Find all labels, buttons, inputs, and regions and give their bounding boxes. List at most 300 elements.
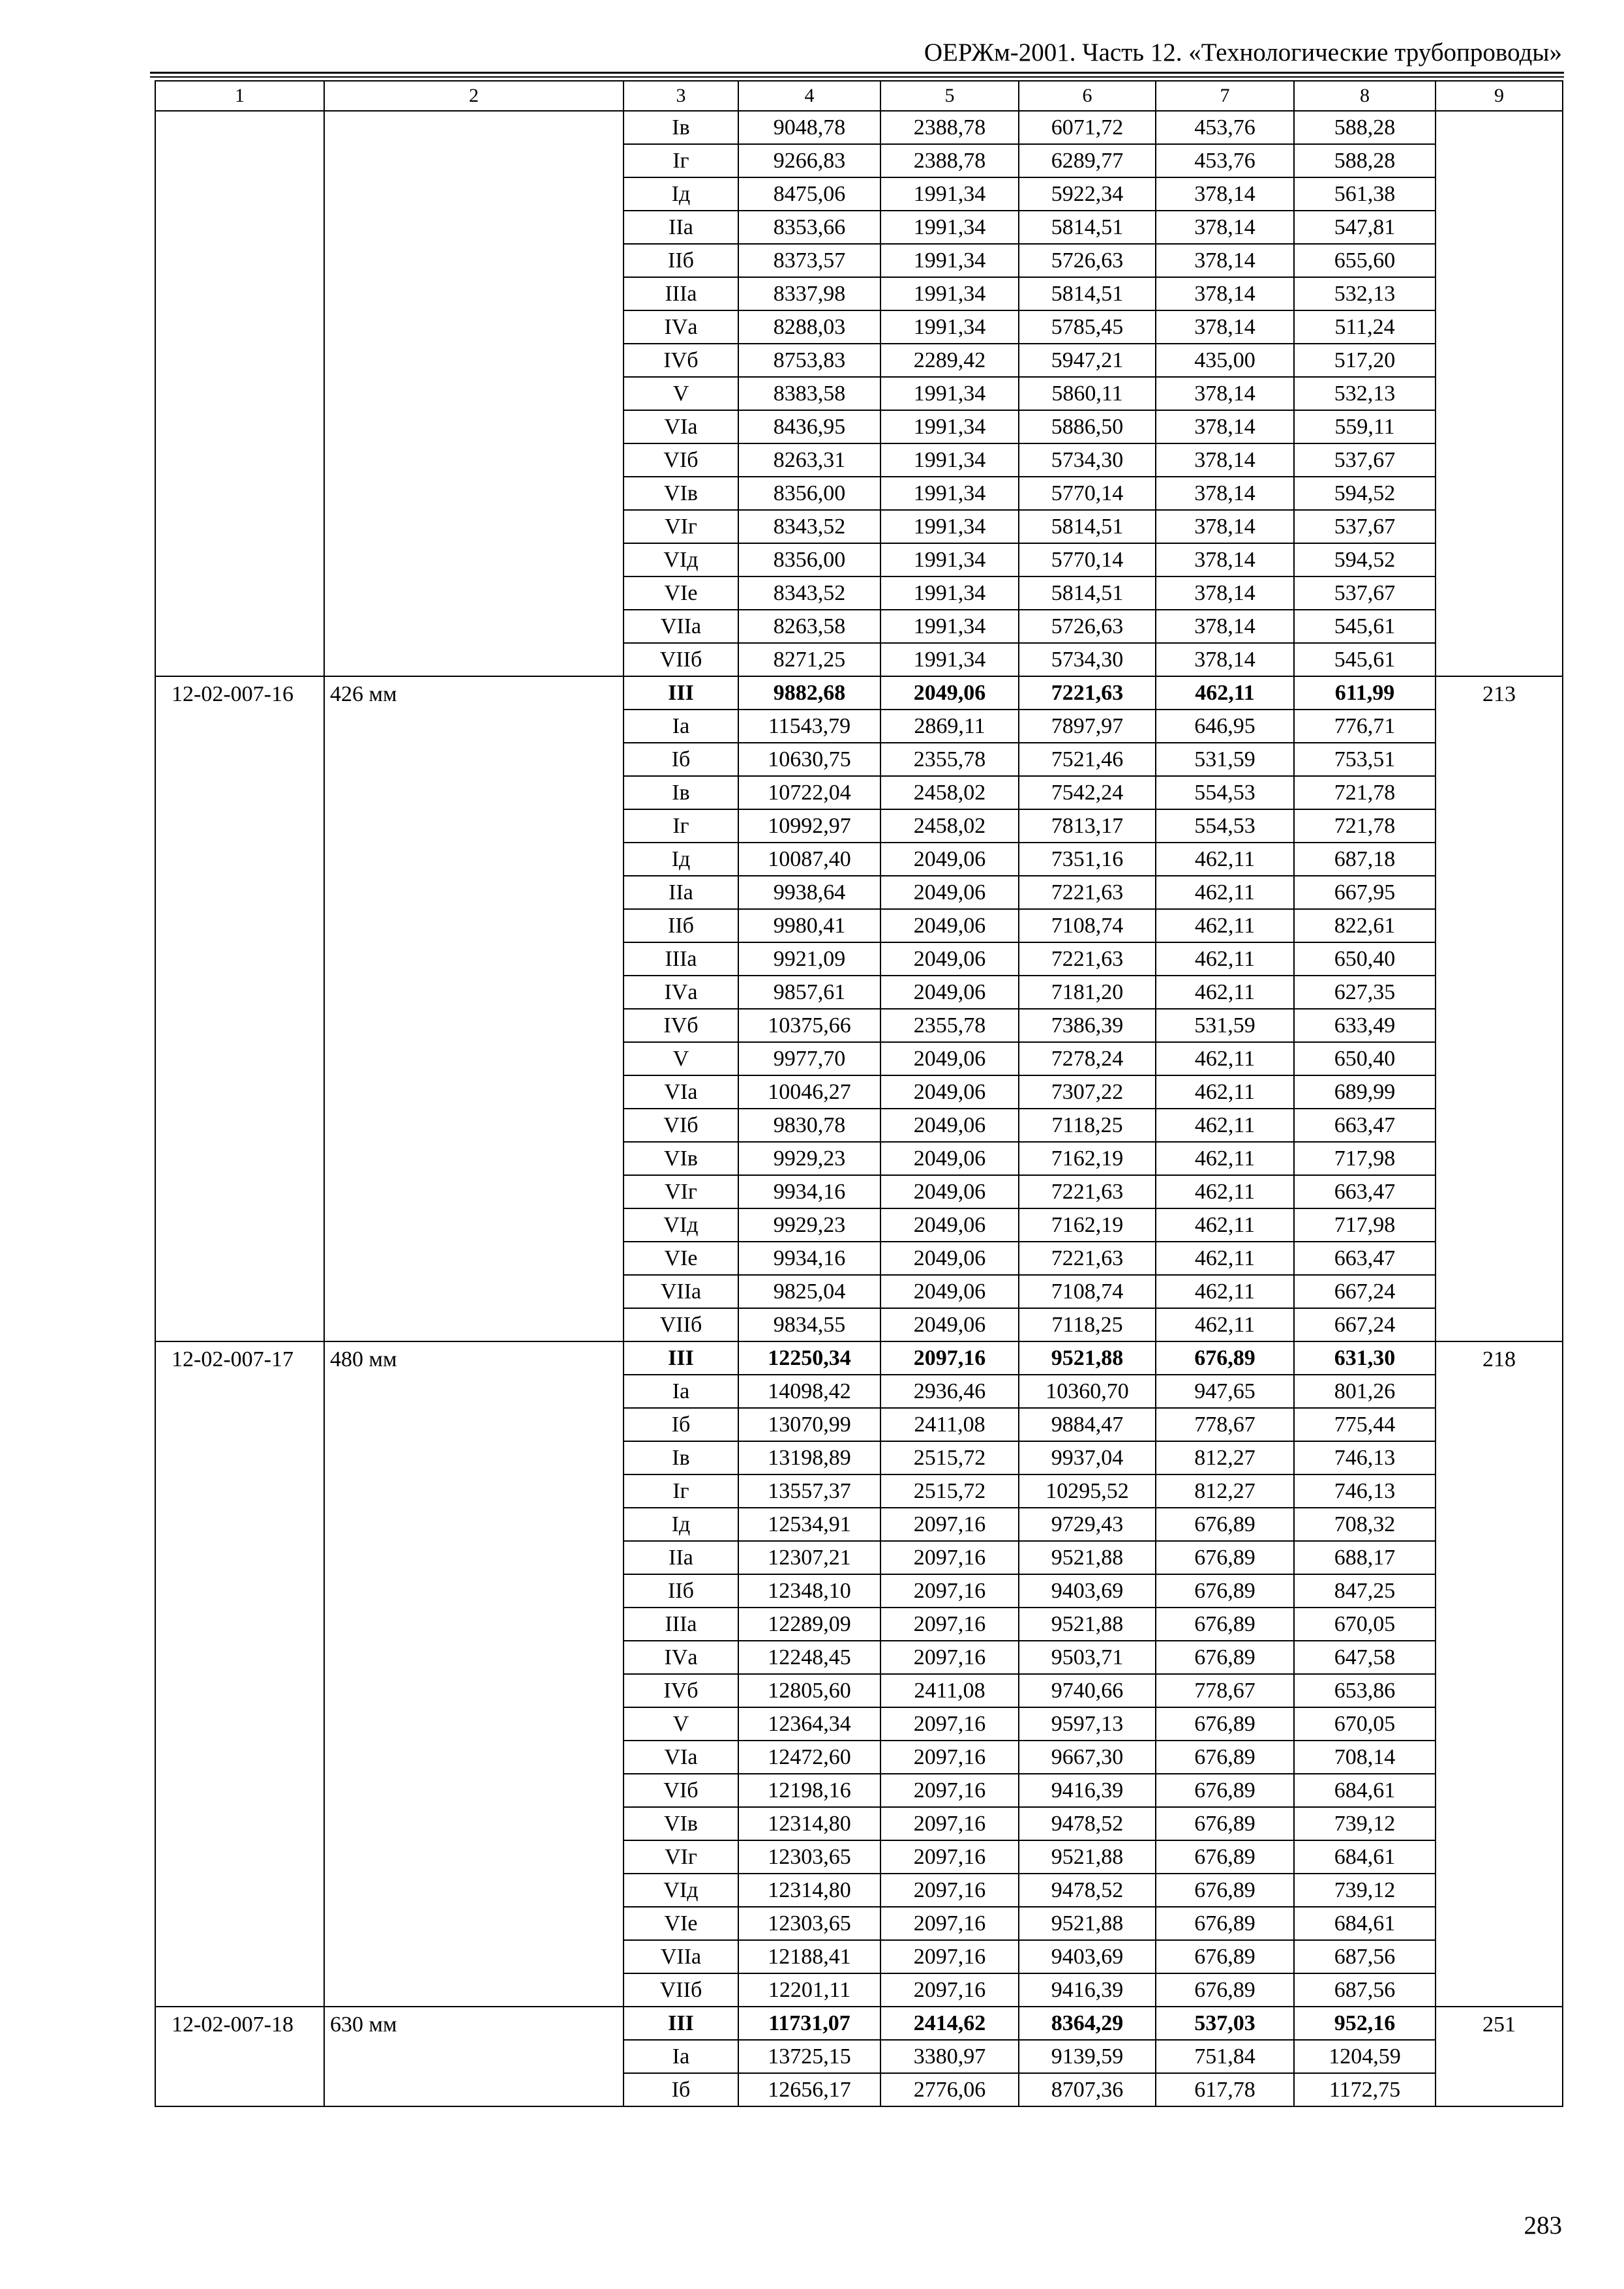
- category-cell: IIа: [624, 1541, 738, 1574]
- value-cell: 676,89: [1156, 1973, 1294, 2007]
- value-cell: 9934,16: [738, 1242, 880, 1275]
- value-cell: 378,14: [1156, 410, 1294, 443]
- value-cell: 13198,89: [738, 1441, 880, 1474]
- value-cell: 9521,88: [1019, 1907, 1156, 1940]
- value-cell: 9977,70: [738, 1042, 880, 1075]
- category-cell: Iг: [624, 809, 738, 843]
- value-cell: 5726,63: [1019, 244, 1156, 277]
- value-cell: 9882,68: [738, 676, 880, 710]
- value-cell: 462,11: [1156, 909, 1294, 942]
- value-cell: 8337,98: [738, 277, 880, 310]
- value-cell: 9521,88: [1019, 1541, 1156, 1574]
- category-cell: VIе: [624, 576, 738, 610]
- value-cell: 2097,16: [880, 1940, 1019, 1973]
- value-cell: 378,14: [1156, 543, 1294, 576]
- value-cell: 676,89: [1156, 1874, 1294, 1907]
- value-cell: 462,11: [1156, 843, 1294, 876]
- value-cell: 2289,42: [880, 344, 1019, 377]
- category-cell: IVб: [624, 1009, 738, 1042]
- value-cell: 12289,09: [738, 1608, 880, 1641]
- value-cell: 667,24: [1294, 1275, 1436, 1308]
- value-cell: 2049,06: [880, 1142, 1019, 1175]
- value-cell: 561,38: [1294, 177, 1436, 211]
- value-cell: 12314,80: [738, 1807, 880, 1840]
- value-cell: 812,27: [1156, 1441, 1294, 1474]
- value-cell: 2049,06: [880, 1109, 1019, 1142]
- value-cell: 663,47: [1294, 1175, 1436, 1208]
- value-cell: 12303,65: [738, 1840, 880, 1874]
- category-cell: IIб: [624, 909, 738, 942]
- value-cell: 1991,34: [880, 477, 1019, 510]
- value-cell: 952,16: [1294, 2007, 1436, 2040]
- value-cell: 676,89: [1156, 1907, 1294, 1940]
- value-cell: 1172,75: [1294, 2073, 1436, 2106]
- value-cell: 5814,51: [1019, 211, 1156, 244]
- page-number: 283: [1524, 2211, 1562, 2239]
- value-cell: 2869,11: [880, 710, 1019, 743]
- value-cell: 2049,06: [880, 909, 1019, 942]
- value-cell: 9139,59: [1019, 2040, 1156, 2073]
- value-cell: 5814,51: [1019, 277, 1156, 310]
- value-cell: 8263,58: [738, 610, 880, 643]
- value-cell: 717,98: [1294, 1208, 1436, 1242]
- value-cell: 676,89: [1156, 1341, 1294, 1375]
- col9-cell: 213: [1436, 676, 1563, 1341]
- value-cell: 1991,34: [880, 610, 1019, 643]
- value-cell: 2049,06: [880, 1075, 1019, 1109]
- value-cell: 2049,06: [880, 1242, 1019, 1275]
- value-cell: 12250,34: [738, 1341, 880, 1375]
- value-cell: 676,89: [1156, 1541, 1294, 1574]
- category-cell: VIа: [624, 1741, 738, 1774]
- value-cell: 10375,66: [738, 1009, 880, 1042]
- value-cell: 684,61: [1294, 1774, 1436, 1807]
- value-cell: 947,65: [1156, 1375, 1294, 1408]
- value-cell: 462,11: [1156, 1109, 1294, 1142]
- value-cell: 812,27: [1156, 1474, 1294, 1508]
- value-cell: 7813,17: [1019, 809, 1156, 843]
- value-cell: 7221,63: [1019, 942, 1156, 976]
- value-cell: 676,89: [1156, 1641, 1294, 1674]
- price-code-cell: 12-02-007-17: [155, 1341, 324, 2007]
- pipe-diameter-cell: 426 мм: [324, 676, 624, 1341]
- category-cell: VIг: [624, 510, 738, 543]
- value-cell: 12198,16: [738, 1774, 880, 1807]
- value-cell: 5734,30: [1019, 643, 1156, 676]
- value-cell: 9980,41: [738, 909, 880, 942]
- category-cell: V: [624, 377, 738, 410]
- category-cell: Iв: [624, 111, 738, 144]
- value-cell: 1991,34: [880, 443, 1019, 477]
- value-cell: 462,11: [1156, 976, 1294, 1009]
- value-cell: 12303,65: [738, 1907, 880, 1940]
- category-cell: VIг: [624, 1840, 738, 1874]
- category-cell: VIд: [624, 543, 738, 576]
- value-cell: 378,14: [1156, 310, 1294, 344]
- value-cell: 10087,40: [738, 843, 880, 876]
- value-cell: 8356,00: [738, 543, 880, 576]
- value-cell: 9266,83: [738, 144, 880, 177]
- value-cell: 2097,16: [880, 1707, 1019, 1741]
- value-cell: 2097,16: [880, 1574, 1019, 1608]
- value-cell: 663,47: [1294, 1109, 1436, 1142]
- value-cell: 721,78: [1294, 809, 1436, 843]
- value-cell: 7521,46: [1019, 743, 1156, 776]
- category-cell: IVа: [624, 1641, 738, 1674]
- value-cell: 2458,02: [880, 809, 1019, 843]
- value-cell: 537,67: [1294, 510, 1436, 543]
- value-cell: 9503,71: [1019, 1641, 1156, 1674]
- value-cell: 594,52: [1294, 477, 1436, 510]
- value-cell: 10630,75: [738, 743, 880, 776]
- value-cell: 462,11: [1156, 1075, 1294, 1109]
- value-cell: 717,98: [1294, 1142, 1436, 1175]
- value-cell: 1991,34: [880, 410, 1019, 443]
- value-cell: 12307,21: [738, 1541, 880, 1574]
- category-cell: VIIб: [624, 1973, 738, 2007]
- value-cell: 1204,59: [1294, 2040, 1436, 2073]
- value-cell: 2097,16: [880, 1840, 1019, 1874]
- value-cell: 8356,00: [738, 477, 880, 510]
- value-cell: 378,14: [1156, 576, 1294, 610]
- category-cell: Iб: [624, 743, 738, 776]
- table-row: [155, 111, 1563, 144]
- category-cell: Iд: [624, 177, 738, 211]
- col9-cell: 218: [1436, 1341, 1563, 2007]
- value-cell: 2936,46: [880, 1375, 1019, 1408]
- value-cell: 2049,06: [880, 1042, 1019, 1075]
- value-cell: 453,76: [1156, 144, 1294, 177]
- value-cell: 9938,64: [738, 876, 880, 909]
- value-cell: 822,61: [1294, 909, 1436, 942]
- value-cell: 2097,16: [880, 1641, 1019, 1674]
- value-cell: 462,11: [1156, 1308, 1294, 1341]
- value-cell: 8707,36: [1019, 2073, 1156, 2106]
- value-cell: 676,89: [1156, 1508, 1294, 1541]
- column-header: 3: [624, 81, 738, 111]
- category-cell: Iг: [624, 1474, 738, 1508]
- value-cell: 537,67: [1294, 443, 1436, 477]
- value-cell: 9834,55: [738, 1308, 880, 1341]
- value-cell: 9667,30: [1019, 1741, 1156, 1774]
- value-cell: 778,67: [1156, 1408, 1294, 1441]
- value-cell: 5922,34: [1019, 177, 1156, 211]
- value-cell: 8263,31: [738, 443, 880, 477]
- value-cell: 7307,22: [1019, 1075, 1156, 1109]
- value-cell: 378,14: [1156, 177, 1294, 211]
- value-cell: 2097,16: [880, 1807, 1019, 1840]
- value-cell: 9416,39: [1019, 1774, 1156, 1807]
- category-cell: VIб: [624, 1774, 738, 1807]
- value-cell: 2049,06: [880, 942, 1019, 976]
- category-cell: VIе: [624, 1907, 738, 1940]
- category-cell: IIб: [624, 244, 738, 277]
- value-cell: 8383,58: [738, 377, 880, 410]
- value-cell: 627,35: [1294, 976, 1436, 1009]
- value-cell: 2458,02: [880, 776, 1019, 809]
- value-cell: 776,71: [1294, 710, 1436, 743]
- value-cell: 655,60: [1294, 244, 1436, 277]
- value-cell: 12201,11: [738, 1973, 880, 2007]
- value-cell: 676,89: [1156, 1940, 1294, 1973]
- value-cell: 5886,50: [1019, 410, 1156, 443]
- value-cell: 2515,72: [880, 1474, 1019, 1508]
- value-cell: 8753,83: [738, 344, 880, 377]
- value-cell: 2049,06: [880, 676, 1019, 710]
- value-cell: 5785,45: [1019, 310, 1156, 344]
- value-cell: 1991,34: [880, 543, 1019, 576]
- value-cell: 517,20: [1294, 344, 1436, 377]
- value-cell: 721,78: [1294, 776, 1436, 809]
- value-cell: 739,12: [1294, 1874, 1436, 1907]
- value-cell: 378,14: [1156, 277, 1294, 310]
- category-cell: VIг: [624, 1175, 738, 1208]
- col9-cell: [1436, 111, 1563, 676]
- category-cell: IVа: [624, 310, 738, 344]
- table-row-main: [155, 676, 1563, 710]
- value-cell: 1991,34: [880, 211, 1019, 244]
- category-cell: Iа: [624, 1375, 738, 1408]
- value-cell: 746,13: [1294, 1474, 1436, 1508]
- category-cell: IIIа: [624, 942, 738, 976]
- category-cell: VIIб: [624, 1308, 738, 1341]
- value-cell: 5860,11: [1019, 377, 1156, 410]
- value-cell: 462,11: [1156, 1175, 1294, 1208]
- value-cell: 746,13: [1294, 1441, 1436, 1474]
- category-cell: IIа: [624, 211, 738, 244]
- value-cell: 8475,06: [738, 177, 880, 211]
- value-cell: 554,53: [1156, 776, 1294, 809]
- value-cell: 633,49: [1294, 1009, 1436, 1042]
- value-cell: 1991,34: [880, 277, 1019, 310]
- value-cell: 378,14: [1156, 477, 1294, 510]
- value-cell: 2049,06: [880, 1275, 1019, 1308]
- value-cell: 8364,29: [1019, 2007, 1156, 2040]
- value-cell: 462,11: [1156, 676, 1294, 710]
- value-cell: 778,67: [1156, 1674, 1294, 1707]
- category-cell: IIа: [624, 876, 738, 909]
- value-cell: 3380,97: [880, 2040, 1019, 2073]
- value-cell: 462,11: [1156, 1142, 1294, 1175]
- value-cell: 7897,97: [1019, 710, 1156, 743]
- value-cell: 2097,16: [880, 1741, 1019, 1774]
- value-cell: 531,59: [1156, 743, 1294, 776]
- value-cell: 2049,06: [880, 976, 1019, 1009]
- value-cell: 684,61: [1294, 1840, 1436, 1874]
- value-cell: 378,14: [1156, 610, 1294, 643]
- value-cell: 9929,23: [738, 1142, 880, 1175]
- category-cell: IIб: [624, 1574, 738, 1608]
- value-cell: 435,00: [1156, 344, 1294, 377]
- value-cell: 5814,51: [1019, 576, 1156, 610]
- value-cell: 9521,88: [1019, 1341, 1156, 1375]
- value-cell: 453,76: [1156, 111, 1294, 144]
- column-header: 9: [1436, 81, 1563, 111]
- value-cell: 559,11: [1294, 410, 1436, 443]
- category-cell: IIIа: [624, 1608, 738, 1641]
- value-cell: 588,28: [1294, 111, 1436, 144]
- value-cell: 545,61: [1294, 643, 1436, 676]
- pipe-diameter-cell: 480 мм: [324, 1341, 624, 2007]
- value-cell: 663,47: [1294, 1242, 1436, 1275]
- value-cell: 7162,19: [1019, 1208, 1156, 1242]
- value-cell: 1991,34: [880, 244, 1019, 277]
- value-cell: 9937,04: [1019, 1441, 1156, 1474]
- value-cell: 10360,70: [1019, 1375, 1156, 1408]
- value-cell: 537,67: [1294, 576, 1436, 610]
- value-cell: 554,53: [1156, 809, 1294, 843]
- category-cell: VIд: [624, 1208, 738, 1242]
- value-cell: 5770,14: [1019, 477, 1156, 510]
- value-cell: 588,28: [1294, 144, 1436, 177]
- category-cell: VIе: [624, 1242, 738, 1275]
- page-header: ОЕРЖм-2001. Часть 12. «Технологические трубопроводы»: [924, 38, 1562, 67]
- value-cell: 689,99: [1294, 1075, 1436, 1109]
- category-cell: VIа: [624, 410, 738, 443]
- value-cell: 1991,34: [880, 643, 1019, 676]
- value-cell: 687,56: [1294, 1973, 1436, 2007]
- value-cell: 462,11: [1156, 1242, 1294, 1275]
- value-cell: 2411,08: [880, 1408, 1019, 1441]
- value-cell: 378,14: [1156, 443, 1294, 477]
- value-cell: 547,81: [1294, 211, 1436, 244]
- value-cell: 12248,45: [738, 1641, 880, 1674]
- value-cell: 9048,78: [738, 111, 880, 144]
- value-cell: 8271,25: [738, 643, 880, 676]
- value-cell: 13070,99: [738, 1408, 880, 1441]
- category-cell: VIв: [624, 1807, 738, 1840]
- value-cell: 775,44: [1294, 1408, 1436, 1441]
- value-cell: 10295,52: [1019, 1474, 1156, 1508]
- table-row-main: [155, 1341, 1563, 1375]
- value-cell: 5947,21: [1019, 344, 1156, 377]
- value-cell: 10046,27: [738, 1075, 880, 1109]
- value-cell: 2097,16: [880, 1341, 1019, 1375]
- value-cell: 462,11: [1156, 1042, 1294, 1075]
- pipe-diameter-cell: [324, 111, 624, 676]
- value-cell: 1991,34: [880, 510, 1019, 543]
- value-cell: 676,89: [1156, 1840, 1294, 1874]
- value-cell: 9857,61: [738, 976, 880, 1009]
- value-cell: 667,24: [1294, 1308, 1436, 1341]
- category-cell: V: [624, 1707, 738, 1741]
- value-cell: 511,24: [1294, 310, 1436, 344]
- value-cell: 7108,74: [1019, 1275, 1156, 1308]
- price-table: [155, 80, 1563, 2107]
- value-cell: 8373,57: [738, 244, 880, 277]
- category-cell: IIIа: [624, 277, 738, 310]
- value-cell: 676,89: [1156, 1774, 1294, 1807]
- column-header-row: [155, 81, 1563, 111]
- value-cell: 688,17: [1294, 1541, 1436, 1574]
- value-cell: 14098,42: [738, 1375, 880, 1408]
- value-cell: 653,86: [1294, 1674, 1436, 1707]
- value-cell: 2097,16: [880, 1973, 1019, 2007]
- value-cell: 12472,60: [738, 1741, 880, 1774]
- value-cell: 676,89: [1156, 1807, 1294, 1840]
- value-cell: 667,95: [1294, 876, 1436, 909]
- category-cell: VIIа: [624, 1275, 738, 1308]
- value-cell: 7221,63: [1019, 1242, 1156, 1275]
- value-cell: 7181,20: [1019, 976, 1156, 1009]
- category-cell: IVб: [624, 1674, 738, 1707]
- value-cell: 7162,19: [1019, 1142, 1156, 1175]
- value-cell: 9921,09: [738, 942, 880, 976]
- value-cell: 462,11: [1156, 876, 1294, 909]
- category-cell: VIд: [624, 1874, 738, 1907]
- pipe-diameter-cell: 630 мм: [324, 2007, 624, 2106]
- header-rule-top: [150, 72, 1564, 74]
- value-cell: 9830,78: [738, 1109, 880, 1142]
- value-cell: 1991,34: [880, 310, 1019, 344]
- category-cell: Iб: [624, 1408, 738, 1441]
- value-cell: 2355,78: [880, 1009, 1019, 1042]
- category-cell: Iб: [624, 2073, 738, 2106]
- header-rule-bottom: [150, 76, 1564, 78]
- category-cell: VIIа: [624, 1940, 738, 1973]
- category-cell: Iв: [624, 1441, 738, 1474]
- value-cell: 8288,03: [738, 310, 880, 344]
- value-cell: 670,05: [1294, 1707, 1436, 1741]
- value-cell: 9416,39: [1019, 1973, 1156, 2007]
- value-cell: 708,14: [1294, 1741, 1436, 1774]
- value-cell: 2414,62: [880, 2007, 1019, 2040]
- value-cell: 2097,16: [880, 1907, 1019, 1940]
- value-cell: 9478,52: [1019, 1874, 1156, 1907]
- value-cell: 9729,43: [1019, 1508, 1156, 1541]
- value-cell: 6071,72: [1019, 111, 1156, 144]
- col9-cell: 251: [1436, 2007, 1563, 2106]
- value-cell: 650,40: [1294, 942, 1436, 976]
- value-cell: 9521,88: [1019, 1840, 1156, 1874]
- value-cell: 537,03: [1156, 2007, 1294, 2040]
- price-code-cell: 12-02-007-16: [155, 676, 324, 1341]
- value-cell: 684,61: [1294, 1907, 1436, 1940]
- category-cell: III: [624, 2007, 738, 2040]
- value-cell: 753,51: [1294, 743, 1436, 776]
- value-cell: 687,18: [1294, 843, 1436, 876]
- value-cell: 646,95: [1156, 710, 1294, 743]
- value-cell: 9929,23: [738, 1208, 880, 1242]
- value-cell: 2049,06: [880, 876, 1019, 909]
- value-cell: 2049,06: [880, 1175, 1019, 1208]
- column-header: 4: [738, 81, 880, 111]
- category-cell: III: [624, 676, 738, 710]
- value-cell: 1991,34: [880, 377, 1019, 410]
- value-cell: 378,14: [1156, 377, 1294, 410]
- value-cell: 2097,16: [880, 1608, 1019, 1641]
- value-cell: 2388,78: [880, 111, 1019, 144]
- value-cell: 7386,39: [1019, 1009, 1156, 1042]
- value-cell: 7221,63: [1019, 876, 1156, 909]
- value-cell: 2515,72: [880, 1441, 1019, 1474]
- value-cell: 617,78: [1156, 2073, 1294, 2106]
- price-code-cell: [155, 111, 324, 676]
- value-cell: 2097,16: [880, 1508, 1019, 1541]
- value-cell: 378,14: [1156, 510, 1294, 543]
- value-cell: 7542,24: [1019, 776, 1156, 809]
- value-cell: 2388,78: [880, 144, 1019, 177]
- value-cell: 378,14: [1156, 643, 1294, 676]
- table-row-main: [155, 2007, 1563, 2040]
- value-cell: 676,89: [1156, 1574, 1294, 1608]
- value-cell: 8343,52: [738, 576, 880, 610]
- value-cell: 7278,24: [1019, 1042, 1156, 1075]
- value-cell: 531,59: [1156, 1009, 1294, 1042]
- value-cell: 687,56: [1294, 1940, 1436, 1973]
- value-cell: 12348,10: [738, 1574, 880, 1608]
- value-cell: 7118,25: [1019, 1109, 1156, 1142]
